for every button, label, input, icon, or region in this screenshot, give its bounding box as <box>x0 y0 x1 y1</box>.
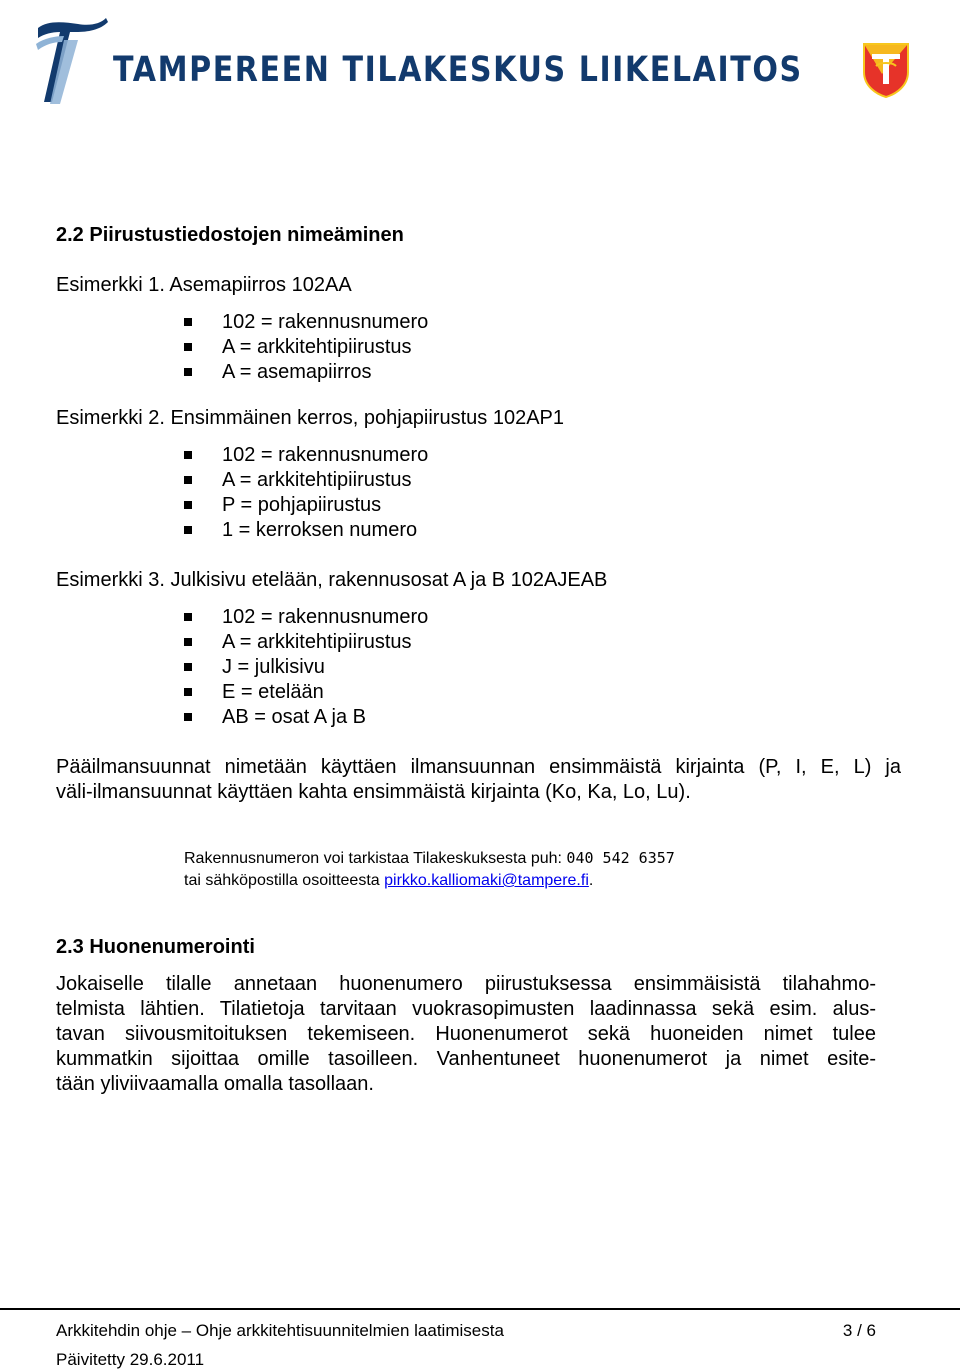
paragraph-line: telmista lähtien. Tilatietoja tarvitaan vuokrasopimusten laadinnassa sekä esim. alus- <box>56 998 876 1020</box>
phone-number: 040 542 6357 <box>566 849 675 867</box>
list-item: 1 = kerroksen numero <box>184 518 428 543</box>
paragraph-line: tavan siivousmitoituksen tekemiseen. Huonenumerot sekä huoneiden nimet tulee <box>56 1023 876 1045</box>
organization-name: TAMPEREEN TILAKESKUS LIIKELAITOS <box>113 50 803 90</box>
example-3-title: Esimerkki 3. Julkisivu etelään, rakennusosat A ja B 102AJEAB <box>56 569 608 591</box>
square-bullet-icon <box>184 476 192 484</box>
list-item: A = arkkitehtipiirustus <box>184 335 428 360</box>
square-bullet-icon <box>184 613 192 621</box>
example-1-title: Esimerkki 1. Asemapiirros 102AA <box>56 274 352 296</box>
paragraph-line: Jokaiselle tilalle annetaan huonenumero piirustuksessa ensimmäisistä tilahahmo- <box>56 973 876 995</box>
list-item: A = asemapiirros <box>184 360 428 385</box>
section-2-3-heading: 2.3 Huonenumerointi <box>56 936 255 958</box>
square-bullet-icon <box>184 368 192 376</box>
square-bullet-icon <box>184 343 192 351</box>
square-bullet-icon <box>184 638 192 646</box>
paragraph-line: Pääilmansuunnat nimetään käyttäen ilmansuunnan ensimmäistä kirjainta (P, I, E, L) ja <box>56 756 901 778</box>
square-bullet-icon <box>184 663 192 671</box>
tampere-coat-of-arms-icon <box>862 42 910 98</box>
footer-updated-date: Päivitetty 29.6.2011 <box>56 1350 205 1369</box>
list-item: 102 = rakennusnumero <box>184 310 428 335</box>
example-1-list <box>184 310 428 385</box>
list-item: P = pohjapiirustus <box>184 493 428 518</box>
list-item: AB = osat A ja B <box>184 705 428 730</box>
example-2-title: Esimerkki 2. Ensimmäinen kerros, pohjapiirustus 102AP1 <box>56 407 564 429</box>
paragraph-line: tään yliviivaamalla omalla tasollaan. <box>56 1073 374 1095</box>
square-bullet-icon <box>184 318 192 326</box>
list-item: A = arkkitehtipiirustus <box>184 630 428 655</box>
list-item: 102 = rakennusnumero <box>184 605 428 630</box>
footer-page-number: 3 / 6 <box>842 1321 876 1340</box>
room-numbering-paragraph <box>56 972 876 1097</box>
square-bullet-icon <box>184 451 192 459</box>
square-bullet-icon <box>184 526 192 534</box>
email-link[interactable]: pirkko.kalliomaki@tampere.fi <box>384 872 589 889</box>
footer-document-title: Arkkitehdin ohje – Ohje arkkitehtisuunnitelmien laatimisesta <box>56 1321 504 1340</box>
tilakeskus-t-logo-icon <box>34 14 114 106</box>
list-item: E = etelään <box>184 680 428 705</box>
square-bullet-icon <box>184 501 192 509</box>
square-bullet-icon <box>184 713 192 721</box>
directions-paragraph <box>56 755 901 805</box>
example-2-list <box>184 443 428 543</box>
footer-divider <box>0 1308 960 1310</box>
paragraph-line: väli-ilmansuunnat käyttäen kahta ensimmäistä kirjainta (Ko, Ka, Lo, Lu). <box>56 781 691 803</box>
note-text: tai sähköpostilla osoitteesta <box>184 872 385 889</box>
section-2-2-heading: 2.2 Piirustustiedostojen nimeäminen <box>56 224 404 246</box>
paragraph-line: kummatkin sijoittaa omille tasoilleen. Vanhentuneet huonenumerot ja nimet esite- <box>56 1048 876 1070</box>
building-number-note: Rakennusnumeron voi tarkistaa Tilakeskuksesta puh: 040 542 6357 tai sähköpostilla osoitteesta pirkko.kalliomaki@tampere.fi. <box>184 849 675 889</box>
square-bullet-icon <box>184 688 192 696</box>
list-item: 102 = rakennusnumero <box>184 443 428 468</box>
list-item: A = arkkitehtipiirustus <box>184 468 428 493</box>
example-3-list <box>184 605 428 730</box>
list-item: J = julkisivu <box>184 655 428 680</box>
note-text: Rakennusnumeron voi tarkistaa Tilakeskuksesta puh: <box>184 850 567 867</box>
